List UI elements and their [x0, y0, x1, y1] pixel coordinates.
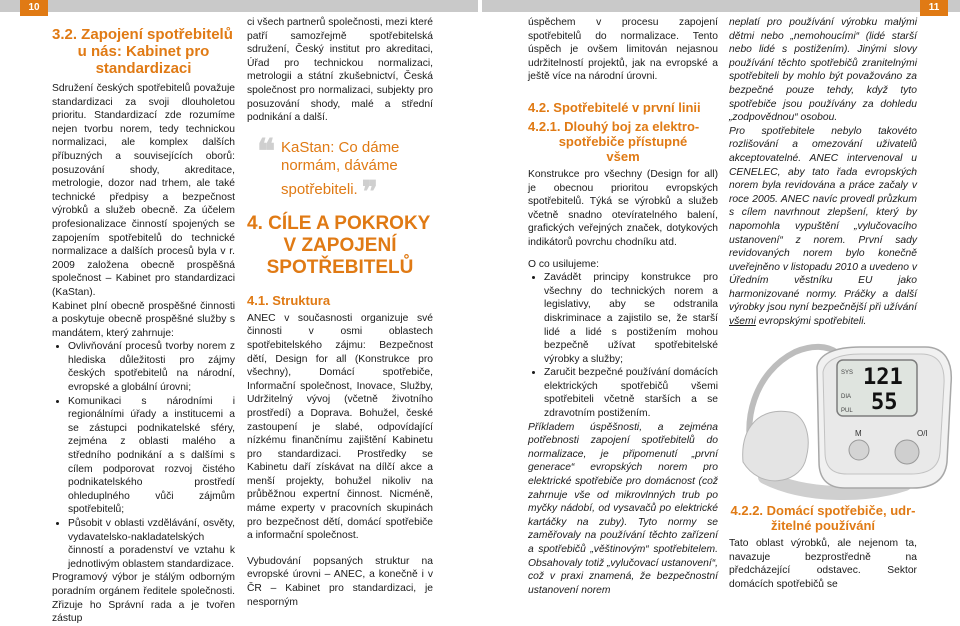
list-item: • Zaručit bezpečné používání domácích elektrických spotřebičů všemi spotřebiteli včetně starších a se zdravotním postižením. [544, 366, 718, 420]
column-2 [247, 16, 433, 609]
quote-open-icon: ❝ [257, 131, 276, 172]
paragraph: O co usilujeme: [528, 258, 599, 270]
underlined-word: všemi [729, 316, 756, 328]
heading-line: 3.2. Zapojení spotřebitelů [52, 26, 233, 43]
paragraph: úspěchem v procesu zapojení spotřebitelů do normalizace. Tento úspěch je ovšem limitován nejasnou udržitelností projektů, jak na evropské a ještě více na národní úrovni. [528, 17, 718, 83]
top-bar-left [0, 0, 478, 12]
top-bar-right [482, 0, 960, 12]
chapter-heading-4 [247, 213, 433, 279]
paragraph: Kabinet plní obecně prospěšné činnosti a poskytuje obecně prospěšné služby s mandátem, který zahrnuje: [52, 300, 235, 339]
heading-line: SPOTŘEBITELŮ [266, 256, 414, 278]
section-heading-4-2: 4.2. Spotřebitelé v první linii [528, 99, 701, 115]
paragraph: ANEC v současnosti organizuje své činnosti v osmi oblastech spotřebitelského zájmu: Bezpečnost dětí, Design for all (Konstrukce pro všechny), Domácí spotřebiče, Informační společnost, Inovace, Služby, Udržitelný vývoj (včetně životního prostředí) a Doprava. Bohužel, české zastoupení je slabé, odpovídající nízkému finančnímu zajištění Kabinetu pro standardizaci. Prostředky se Kabinetu daří získávat na dílčí akce a menší projekty, bohužel nikoliv na průběžnou expertní činnost. Nicméně, máme experty v pracovních skupinách pro bezpečnost dětí, domácí spotřebiče a informační společnost. [247, 312, 433, 542]
paragraph: Tato oblast výrobků, ale nejenom ta, navazuje bezprostředně na předcházející odstavec. Sektor domácích spotřebičů se [729, 538, 917, 590]
dia-label: DIA [841, 394, 852, 400]
paragraph: Konstrukce pro všechny (Design for all) je obecnou prioritou evropských spotřebitelů. Týká se výrobků a služeb včetně snadno otevíratelného balení, grafických veřejných značek, dotykových indikátorů povrchu chodníku atd. [528, 168, 718, 248]
paragraph: Vybudování popsaných struktur na evropské úrovni – ANEC, a konečně i v ČR – Kabinet pro standardizaci, je nesporným [247, 555, 433, 608]
heading-line: u nás: Kabinet pro [77, 43, 210, 60]
list-item: • Působit v oblasti vzdělávání, osvěty, vydavatelsko-nakladatelských činností a poradenství ve vztahu k jednotlivým oblastem standardizace. [68, 517, 235, 571]
section-heading-4-2-2 [729, 503, 917, 533]
pull-quote [247, 131, 433, 210]
power-button [895, 440, 919, 464]
column-3 [528, 16, 718, 597]
paragraph: ci všech partnerů společnosti, mezi které patří samozřejmě spotřebitelská sdružení, Český institut pro akreditaci, Úřad pro technickou normalizaci, metrologii a státní zkušebnictví, Česká společnost pro normalizaci, subjekty pro posuzování shody, malé a střední podnikání a další. [247, 17, 433, 124]
heading-line: žitelné používání [770, 518, 875, 533]
paragraph: Sdružení českých spotřebitelů považuje standardizaci za svoji dlouholetou prioritu. Standardizací zde rozumíme nejen tvorbu norem, tedy technickou normalizaci, ale komplex dalších příbuzných a souvisejících oborů: posuzování shody, akreditace, metrologie, dozor nad trhem, ale také technické předpisy a bezpečnost výrobků a služeb obecně. Za účelem profesionalizace činností spojených se zapojením spotřebitelů do technické normalizace a dalších procesů byla v r. 2009 založena obecně prospěšná společnost – Kabinet pro standardizaci (KaStan). [52, 83, 235, 298]
heading-line: 4. CÍLE A POKROKY [247, 212, 431, 234]
power-button-label: O/I [917, 429, 928, 438]
section-heading-4-2-1 [528, 119, 718, 164]
column-4 [729, 16, 917, 329]
list-item: • Ovlivňování procesů tvorby norem z hlediska důležitosti pro zájmy českých spotřebitelů na národní, evropské a globální úrovni; [68, 340, 235, 394]
memory-button-label: M [855, 429, 862, 438]
pul-label: PUL [841, 408, 853, 414]
heading-line: 4.2.1. Dlouhý boj za elektro- [528, 118, 700, 134]
paragraph-text: evropskými spotřebiteli. [758, 316, 867, 328]
goals-list [528, 271, 718, 421]
list-item: • Zavádět principy konstrukce pro všechny do technických norem a legislativy, aby se odstranila diskriminace a zajistilo se, že starší lidé a lidé s postižením mohou bezpečně užívat spotřebitelské výrobky a služby; [544, 271, 718, 366]
page-number-right: 11 [920, 0, 948, 16]
heading-line: všem [606, 148, 640, 164]
paragraph: Programový výbor je stálým odborným poradním orgánem ředitele společnosti. Zřizuje ho Správní rada a je tvořen zástup [52, 572, 235, 625]
paragraph-text: Pro spotřebitele nebylo takovéto rozlišování a omezování uživatelů akceptovatelné. ANEC intervenoval u CENELEC, aby tato řada evropských norem byla revidována a práce začaly v roce 2005. ANEC navíc provedl průzkum s cílem navrhnout zlepšení, který by napomohla vypuštění „vylučovacího ustanovení“ z norem. První sady revidovaných norem bylo konečně uveřejněno v listopadu 2010 a uvedeno v Úředním věstníku EU jako harmonizované normy. Práčky a další výrobky jsou nyní bezpečnější při užívání [729, 125, 917, 314]
paragraph: Příkladem úspěšnosti, a zejména potřebnosti zapojení spotřebitelů do normalizace, je připomenutí „první generace“ evropských norem pro elektrické spotřebiče pro domácnost (což zahrnuje vše od mikrovlnných trub po myčky nádobí, od vysavačů po elektrické kartáčky na zuby). Tyto normy se zaměřovaly na používání těchto zařízení a spotřebičů „věštinovým“ spotřebitelem. Obsahovaly totiž „vylučovací ustanovení“, což v praxi znamená, že bezpečnostní ustanovení norem [528, 421, 719, 596]
sys-label: SYS [841, 370, 854, 376]
heading-line: spotřebiče přístupné [558, 133, 688, 149]
paragraph [729, 125, 917, 329]
section-heading-4-1: 4.1. Struktura [247, 292, 331, 308]
heading-line: V ZAPOJENÍ [283, 234, 397, 256]
diastolic-reading: 55 [871, 390, 898, 415]
memory-button [849, 440, 869, 460]
page-number-left: 10 [20, 0, 48, 16]
quote-text: KaStan: Co dáme normám, dáváme spotřebiteli. [281, 138, 400, 198]
quote-close-icon: ❞ [361, 174, 378, 210]
column-4-bottom [729, 503, 917, 591]
systolic-reading: 121 [863, 365, 903, 390]
column-1 [52, 26, 235, 626]
heading-line: standardizaci [95, 60, 192, 77]
blood-pressure-monitor-image [735, 312, 957, 502]
paragraph: neplatí pro používání výrobku malými dětmi nebo „nemohoucími“ (lidé starší nebo lidé s postižením). Jinými slovy používání těchto spotřebičů zranitelnými spotřebiteli by mohlo být považováno za bezpečné pouze tehdy, když tyto spotřebiče jsou používány za dohledu „zodpovědnou“ osobou. [729, 17, 917, 124]
list-item: • Komunikaci s národními i regionálními úřady a institucemi a se zástupci podnikatelské sféry, zejména z oblasti malého a středního podnikání a s dalšími s cílem podporovat rozvoj čistého podnikatelského prostředí ohleduplného vůči zájmům spotřebitelů; [68, 395, 235, 517]
mandate-list [52, 340, 235, 571]
section-heading-3-2 [52, 26, 235, 77]
heading-line: 4.2.2. Domácí spotřebiče, udr- [730, 503, 916, 518]
